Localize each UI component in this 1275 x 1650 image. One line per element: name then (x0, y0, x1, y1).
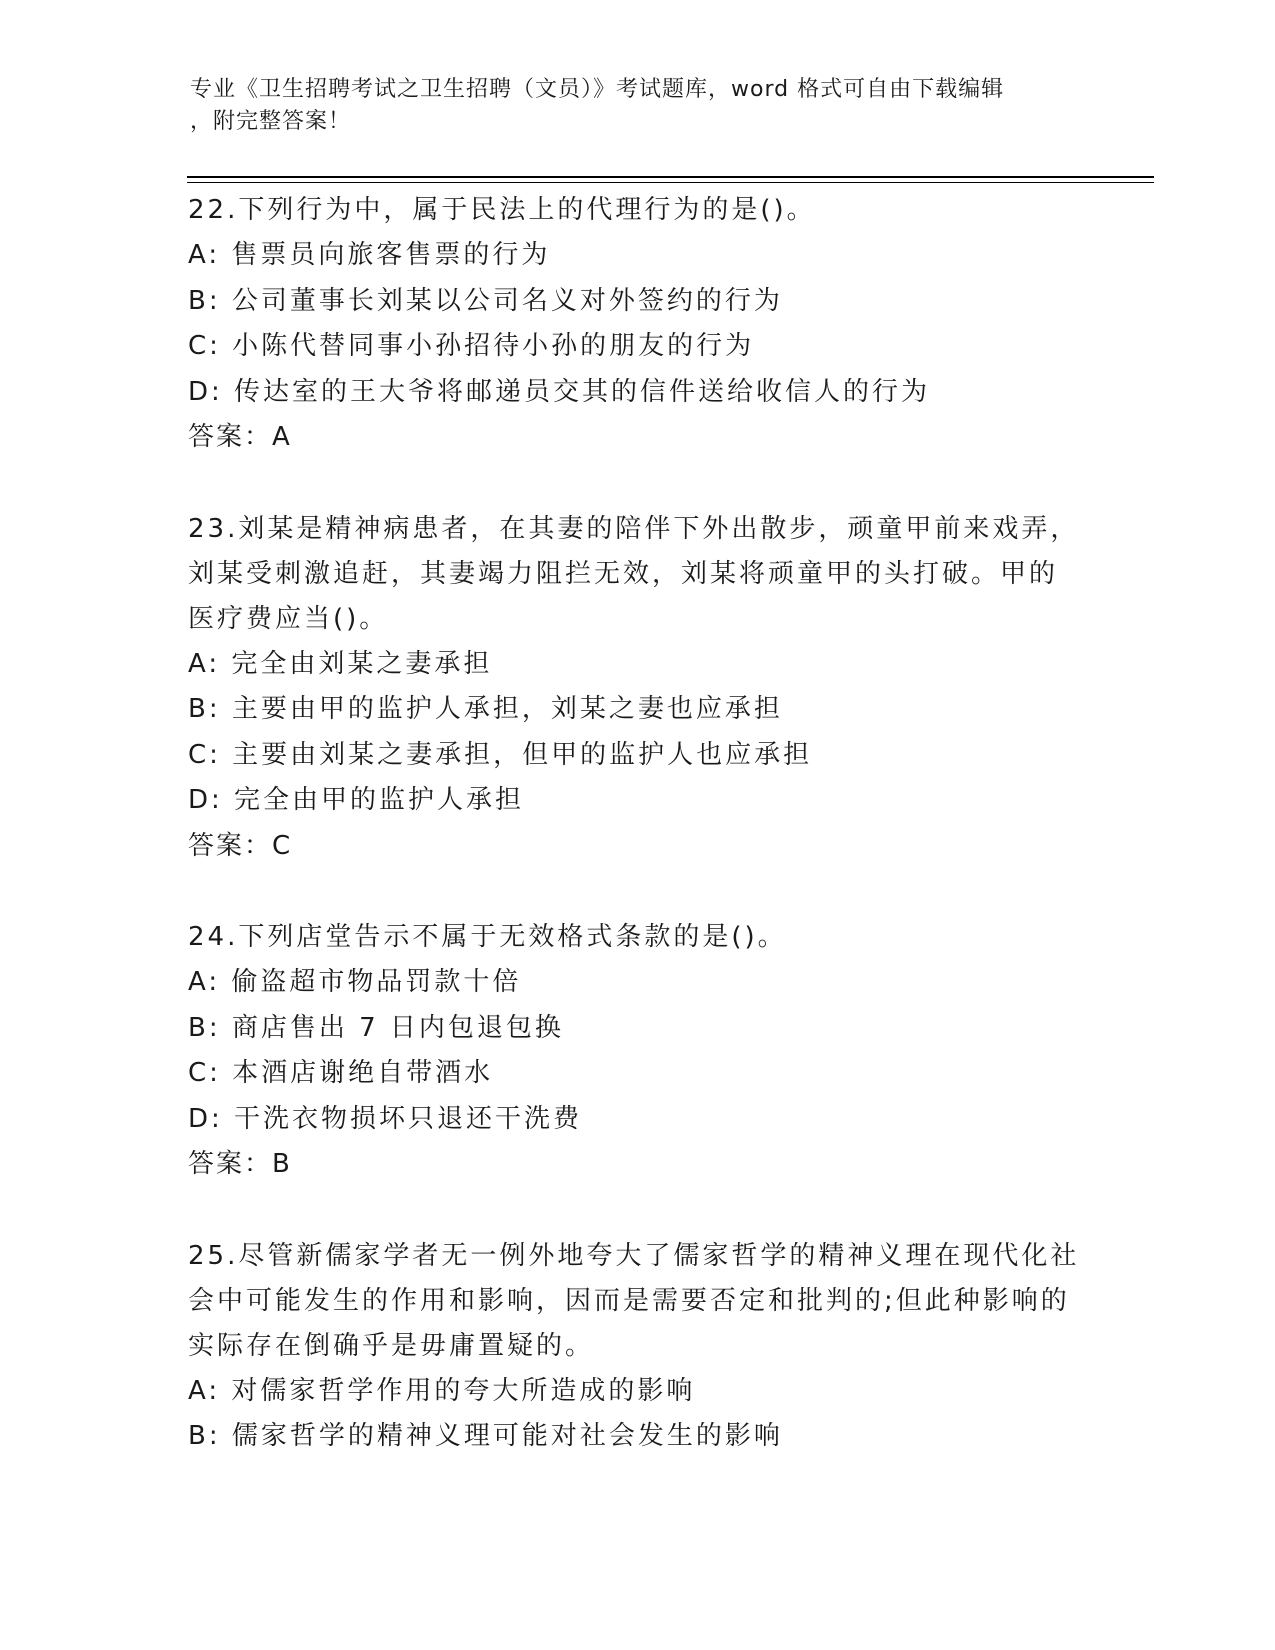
question-list (188, 188, 1088, 1460)
answer-key: 答案：A (188, 422, 292, 452)
answer-option: D: 干洗衣物损坏只退还干洗费 (188, 1103, 583, 1134)
question-block (188, 915, 1088, 1188)
question-spacer (188, 869, 1088, 915)
answer-option: B: 公司董事长刘某以公司名义对外签约的行为 (188, 285, 783, 316)
question-stem-line: 24.下列店堂告示不属于无效格式条款的是()。 (188, 922, 787, 952)
question-stem-line: 22.下列行为中，属于民法上的代理行为的是()。 (188, 195, 816, 225)
answer-key: 答案：C (188, 830, 293, 861)
answer-option: A: 对儒家哲学作用的夸大所造成的影响 (188, 1375, 696, 1406)
header-line-2: ，附完整答案！ (190, 109, 352, 134)
header-divider-thin (187, 182, 1154, 183)
answer-option: B: 儒家哲学的精神义理可能对社会发生的影响 (188, 1421, 783, 1451)
answer-option: D: 完全由甲的监护人承担 (188, 785, 525, 815)
question-spacer (188, 461, 1088, 507)
answer-option: B: 商店售出 7 日内包退包换 (188, 1012, 564, 1043)
answer-key: 答案：B (188, 1149, 292, 1179)
answer-option: C: 本酒店谢绝自带酒水 (188, 1058, 494, 1088)
header-divider-thick (187, 176, 1154, 178)
answer-option: A: 完全由刘某之妻承担 (188, 648, 493, 679)
question-block (188, 188, 1088, 461)
answer-option: B: 主要由甲的监护人承担，刘某之妻也应承担 (188, 694, 783, 724)
question-stem-line: 25.尽管新儒家学者无一例外地夸大了儒家哲学的精神义理在现代化社 (188, 1240, 1080, 1271)
answer-option: D: 传达室的王大爷将邮递员交其的信件送给收信人的行为 (188, 376, 931, 407)
question-spacer (188, 1188, 1088, 1234)
answer-option: A: 偷盗超市物品罚款十倍 (188, 967, 522, 997)
question-stem-line: 刘某受刺激追赶，其妻竭力阻拦无效，刘某将顽童甲的头打破。甲的 (188, 558, 1059, 589)
question-block (188, 1234, 1088, 1460)
question-stem-line: 23.刘某是精神病患者，在其妻的陪伴下外出散步，顽童甲前来戏弄， (188, 513, 1080, 544)
question-stem-line: 实际存在倒确乎是毋庸置疑的。 (188, 1330, 595, 1361)
question-stem-line: 会中可能发生的作用和影响，因而是需要否定和批判的;但此种影响的 (188, 1285, 1070, 1316)
question-stem-line: 医疗费应当()。 (188, 603, 389, 634)
question-block (188, 507, 1088, 870)
answer-option: C: 小陈代替同事小孙招待小孙的朋友的行为 (188, 331, 755, 361)
header-line-1: 专业《卫生招聘考试之卫生招聘（文员）》考试题库，word 格式可自由下载编辑 (190, 77, 1005, 102)
document-header (190, 74, 1070, 138)
answer-option: A: 售票员向旅客售票的行为 (188, 240, 551, 270)
answer-option: C: 主要由刘某之妻承担，但甲的监护人也应承担 (188, 739, 813, 770)
